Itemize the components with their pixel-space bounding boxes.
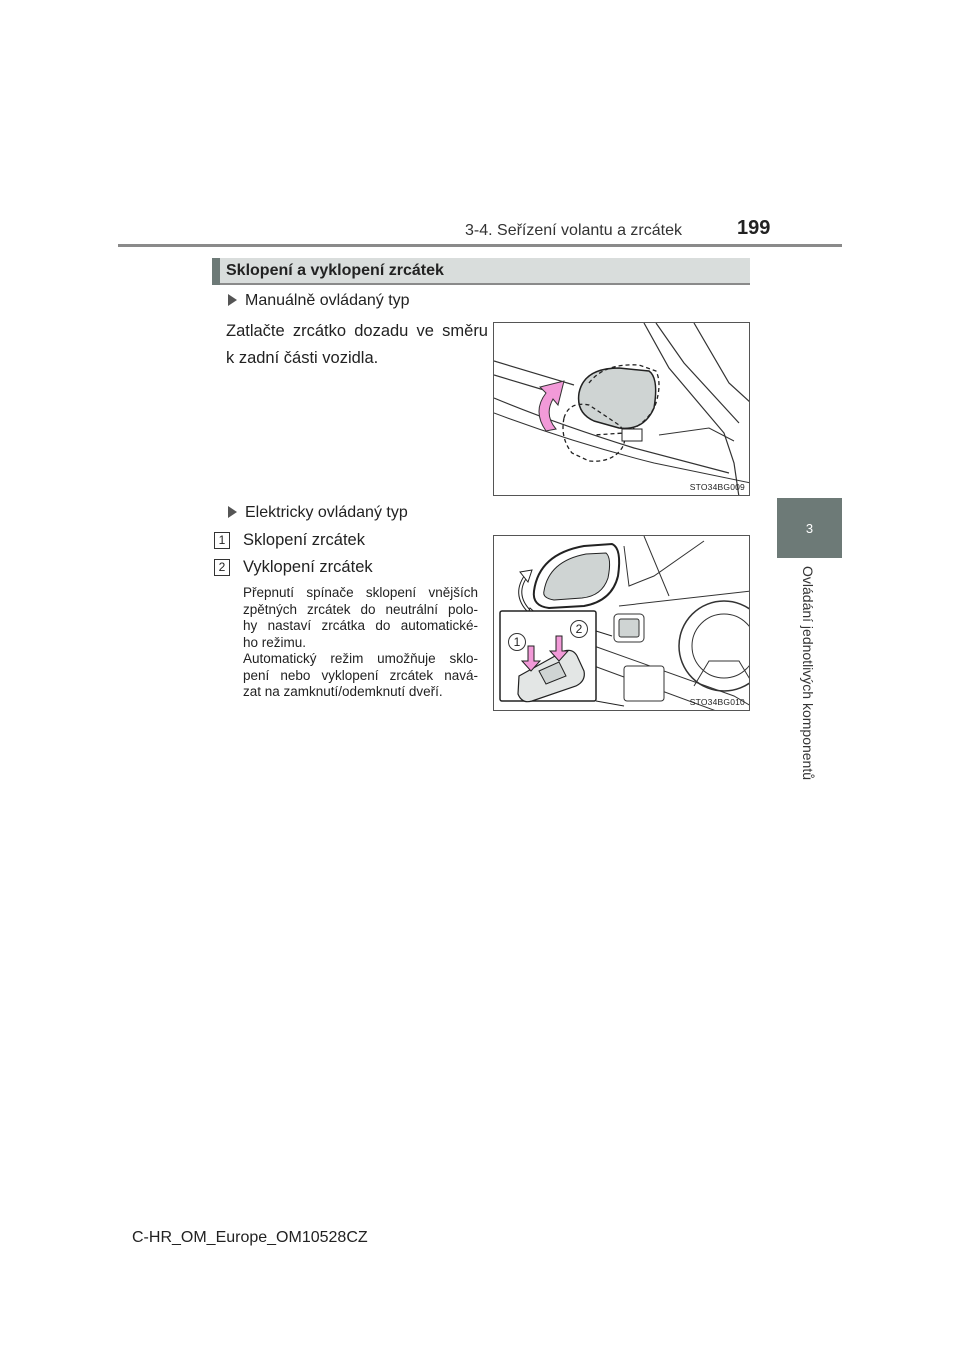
note-line: Automatický režim umožňuje sklo- bbox=[243, 651, 478, 666]
note-line: zpětných zrcátek do neutrální polo- bbox=[243, 601, 478, 617]
electric-switch-illustration bbox=[494, 536, 750, 711]
item-number-badge: 1 bbox=[214, 532, 230, 549]
manual-heading-label: Manuálně ovládaný typ bbox=[245, 292, 410, 309]
note-line: ho režimu. bbox=[243, 634, 307, 650]
electric-heading bbox=[228, 504, 408, 522]
item-number-badge: 2 bbox=[214, 559, 230, 576]
callout-2: 2 bbox=[570, 620, 588, 638]
item-unfold-label: Vyklopení zrcátek bbox=[243, 558, 373, 576]
manual-mirror-illustration bbox=[494, 323, 750, 496]
manual-text-line1: Zatlačte zrcátko dozadu ve směru bbox=[226, 322, 488, 340]
callout-1: 1 bbox=[508, 633, 526, 651]
section-title: Sklopení a vyklopení zrcátek bbox=[226, 262, 444, 279]
figure-manual-mirror bbox=[493, 322, 750, 496]
footer-doc-id: C-HR_OM_Europe_OM10528CZ bbox=[132, 1229, 368, 1246]
manual-heading bbox=[228, 292, 410, 310]
figure-code: STO34BG010 bbox=[689, 697, 745, 707]
section-bar-accent bbox=[212, 258, 220, 285]
item-fold-label: Sklopení zrcátek bbox=[243, 531, 365, 549]
figure-code: STO34BG009 bbox=[689, 482, 745, 492]
manual-text-line2: k zadní části vozidla. bbox=[226, 349, 379, 367]
note-line: pení nebo vyklopení zrcátek navá- bbox=[243, 667, 478, 683]
triangle-bullet-icon bbox=[228, 506, 237, 518]
electric-note bbox=[243, 585, 478, 701]
chapter-caption: Ovládání jednotlivých komponentů bbox=[800, 566, 816, 781]
figure-electric-switch bbox=[493, 535, 750, 711]
electric-heading-label: Elektricky ovládaný typ bbox=[245, 504, 408, 521]
page-number: 199 bbox=[737, 217, 771, 239]
header-rule bbox=[118, 244, 842, 247]
header-section-title: 3-4. Seřízení volantu a zrcátek bbox=[465, 222, 682, 239]
note-line: zat na zamknutí/odemknutí dveří. bbox=[243, 684, 443, 699]
note-line: hy nastaví zrcátka do automatické- bbox=[243, 618, 478, 633]
triangle-bullet-icon bbox=[228, 294, 237, 306]
chapter-tab-number: 3 bbox=[805, 520, 814, 536]
note-line: Přepnutí spínače sklopení vnějších bbox=[243, 585, 478, 600]
